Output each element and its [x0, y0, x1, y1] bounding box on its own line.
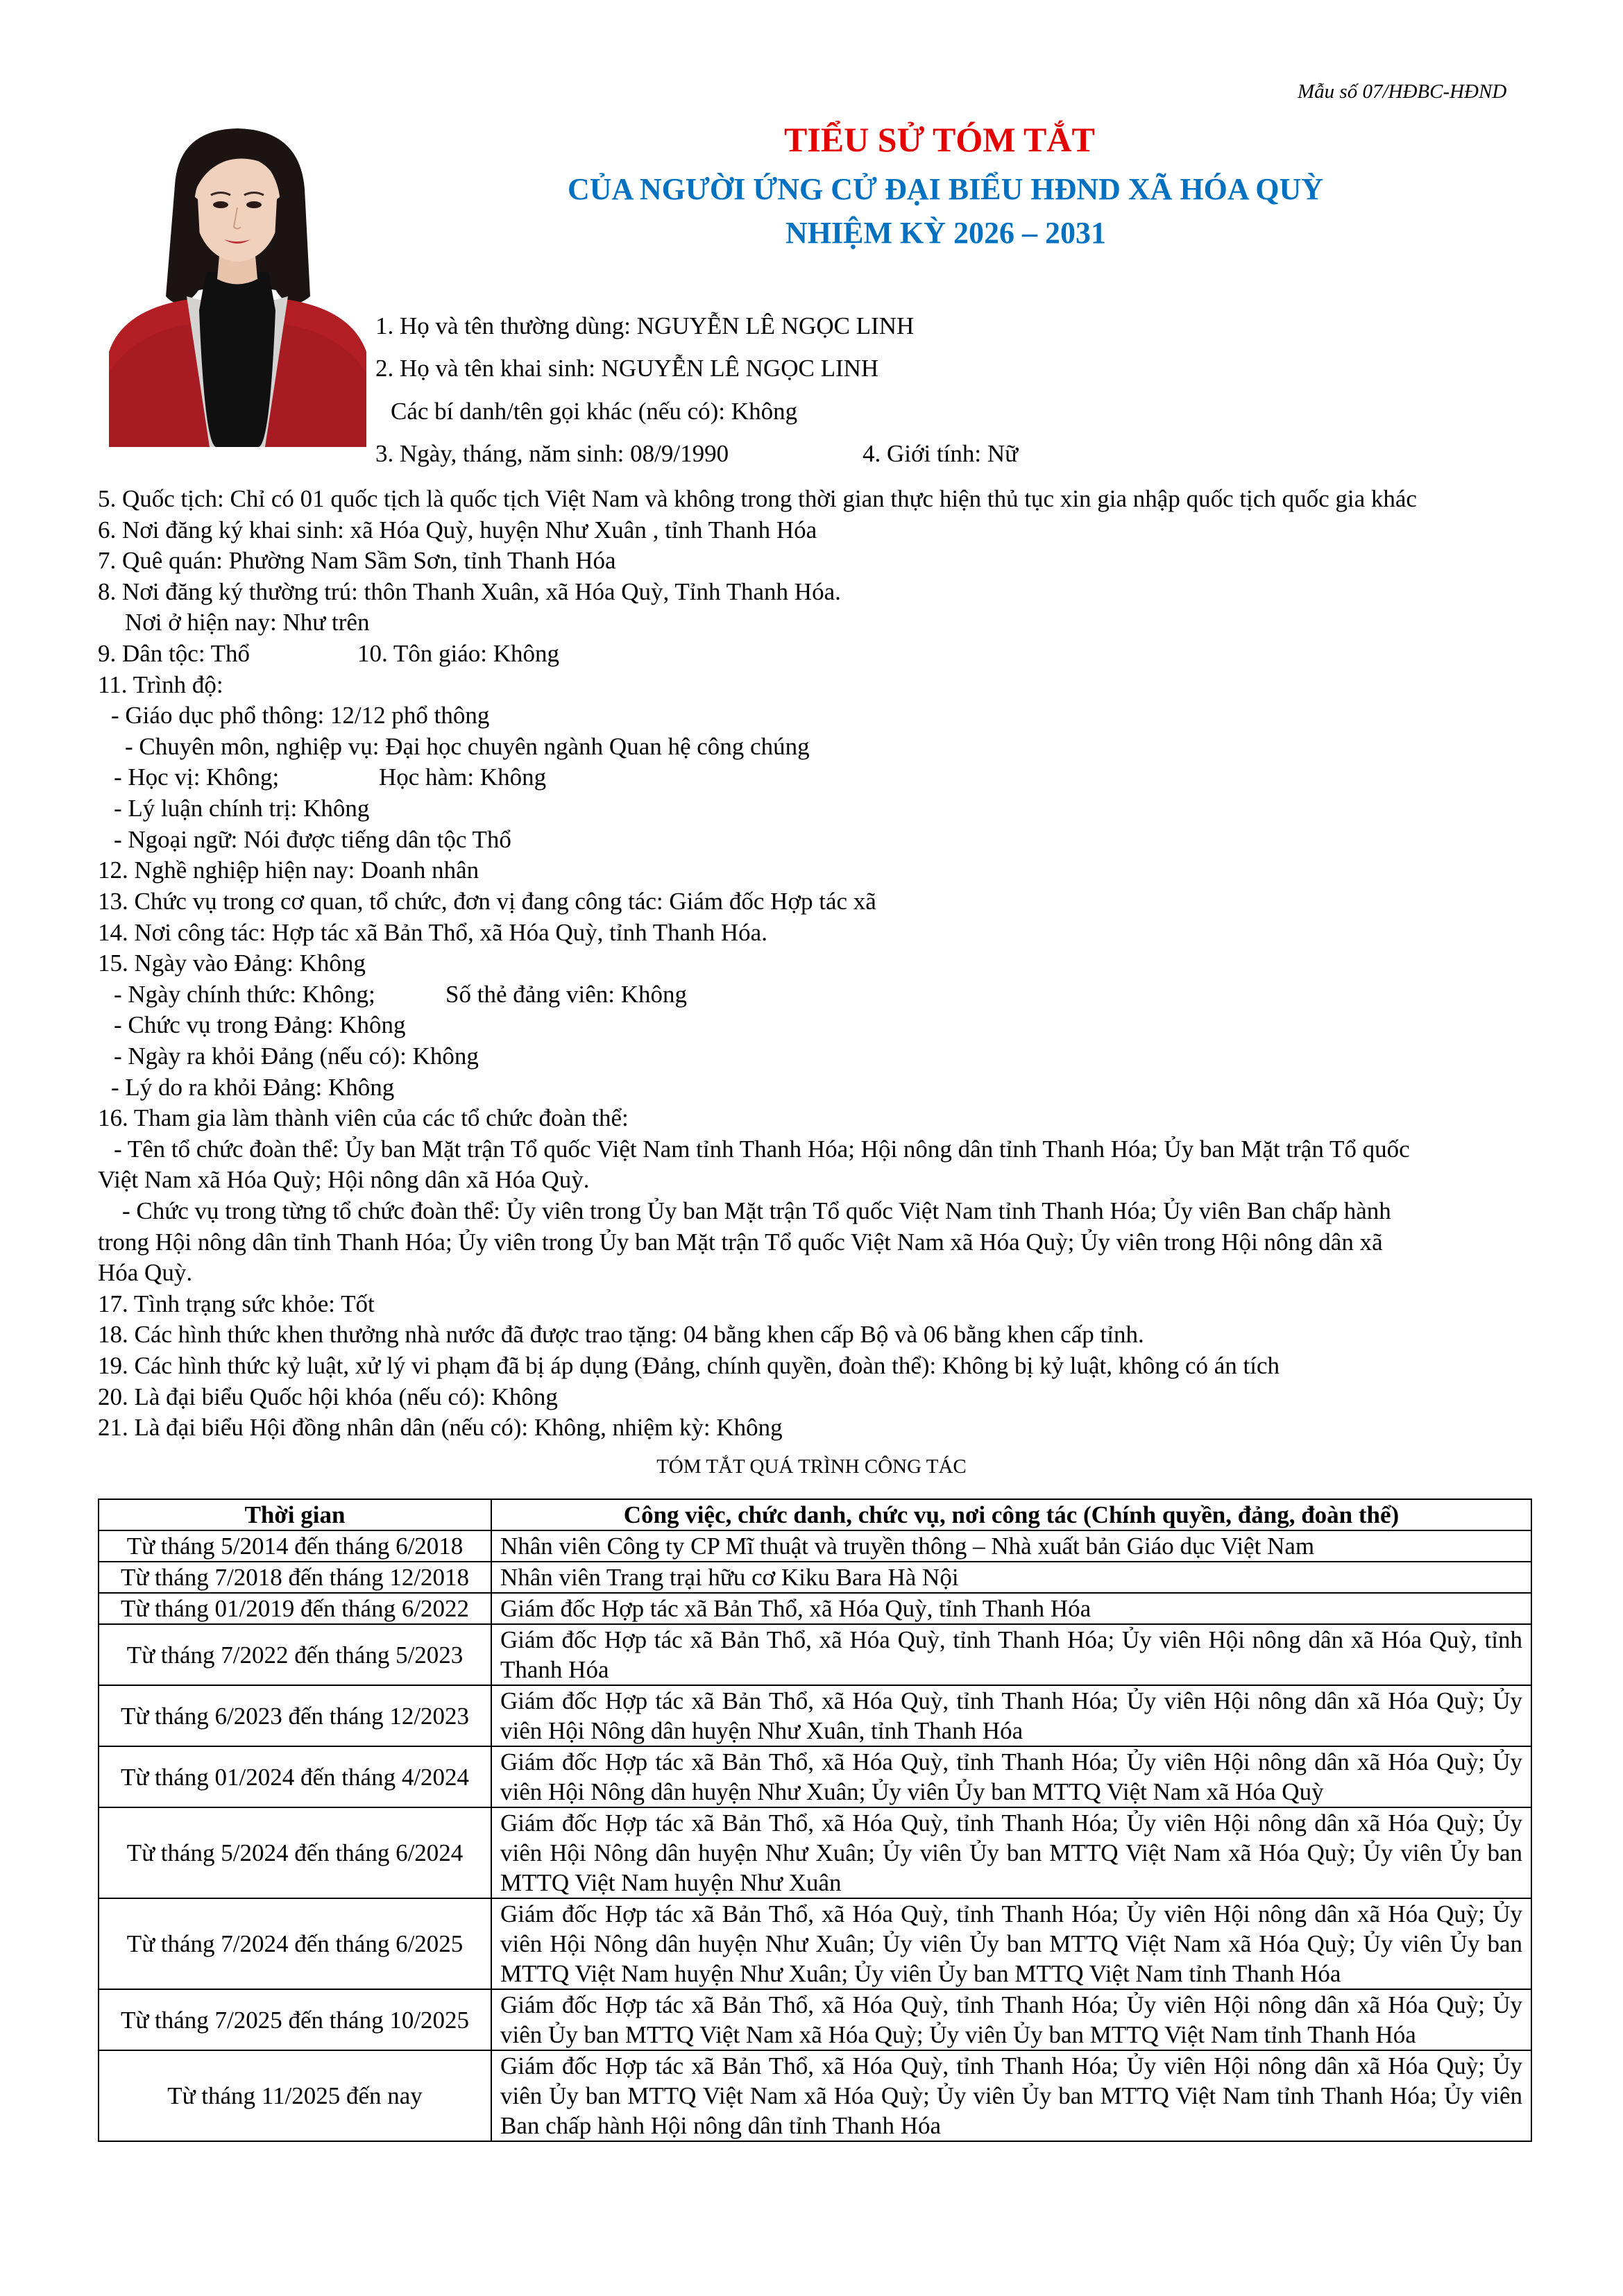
line-party-join-date: 15. Ngày vào Đảng: Không	[98, 949, 366, 977]
line-organizations-header: 16. Tham gia làm thành viên của các tổ chức đoàn thể:	[98, 1104, 629, 1131]
line-organization-names-cont: Việt Nam xã Hóa Quỳ; Hội nông dân xã Hóa Quỳ.	[98, 1166, 590, 1193]
row-time: Từ tháng 7/2022 đến tháng 5/2023	[99, 1624, 491, 1685]
table-row	[99, 1807, 1531, 1898]
line-party-official-date: - Ngày chính thức: Không;	[114, 981, 375, 1008]
table-row	[99, 1593, 1531, 1624]
row-description: Giám đốc Hợp tác xã Bản Thổ, xã Hóa Quỳ, tỉnh Thanh Hóa; Ủy viên Hội nông dân xã Hóa Quỳ; Ủy viên Hội Nông dân huyện Như Xuân; Ủy viên Ủy ban MTTQ Việt Nam xã Hóa Quỳ	[491, 1746, 1531, 1807]
table-row	[99, 1624, 1531, 1685]
portrait-photo	[109, 123, 366, 447]
line-occupation: 12. Nghề nghiệp hiện nay: Doanh nhân	[98, 856, 479, 884]
line-organization-names: - Tên tổ chức đoàn thể: Ủy ban Mặt trận Tổ quốc Việt Nam tỉnh Thanh Hóa; Hội nông dân tỉnh Thanh Hóa; Ủy ban Mặt trận Tổ quốc	[114, 1136, 1410, 1163]
line-education-header: 11. Trình độ:	[98, 671, 223, 698]
line-degree: - Học vị: Không;	[114, 763, 280, 791]
line-national-assembly: 20. Là đại biểu Quốc hội khóa (nếu có): Không	[98, 1383, 558, 1410]
line-ethnicity: 9. Dân tộc: Thổ	[98, 640, 250, 667]
line-date-of-birth: 3. Ngày, tháng, năm sinh: 08/9/1990	[375, 440, 729, 467]
row-time: Từ tháng 7/2024 đến tháng 6/2025	[99, 1898, 491, 1989]
row-description: Giám đốc Hợp tác xã Bản Thổ, xã Hóa Quỳ, tỉnh Thanh Hóa; Ủy viên Hội nông dân xã Hóa Quỳ; Ủy viên Ủy ban MTTQ Việt Nam xã Hóa Quỳ; Ủy viên Ủy ban MTTQ Việt Nam tỉnh Thanh Hóa; Ủy viên Ban chấp hành Hội nông dân tỉnh Thanh Hóa	[491, 2050, 1531, 2141]
title-term: NHIỆM KỲ 2026 – 2031	[785, 216, 1106, 250]
row-description: Giám đốc Hợp tác xã Bản Thổ, xã Hóa Quỳ, tỉnh Thanh Hóa; Ủy viên Hội nông dân xã Hóa Quỳ; Ủy viên Hội Nông dân huyện Như Xuân; Ủy viên Ủy ban MTTQ Việt Nam xã Hóa Quỳ; Ủy viên Ủy ban MTTQ Việt Nam huyện Như Xuân; Ủy viên Ủy ban MTTQ Việt Nam tỉnh Thanh Hóa	[491, 1898, 1531, 1989]
line-foreign-language: - Ngoại ngữ: Nói được tiếng dân tộc Thổ	[114, 826, 511, 853]
form-number: Mẫu số 07/HĐBC-HĐND	[1298, 81, 1507, 103]
line-awards: 18. Các hình thức khen thưởng nhà nước đã được trao tặng: 04 bằng khen cấp Bộ và 06 bằng khen cấp tỉnh.	[98, 1321, 1144, 1348]
table-row	[99, 1898, 1531, 1989]
line-discipline: 19. Các hình thức kỷ luật, xử lý vi phạm đã bị áp dụng (Đảng, chính quyền, đoàn thể): Không bị kỷ luật, không có án tích	[98, 1352, 1280, 1379]
line-birth-name: 2. Họ và tên khai sinh: NGUYỄN LÊ NGỌC LINH	[375, 355, 879, 382]
row-time: Từ tháng 5/2024 đến tháng 6/2024	[99, 1807, 491, 1898]
line-political-theory: - Lý luận chính trị: Không	[114, 795, 370, 822]
line-permanent-residence: 8. Nơi đăng ký thường trú: thôn Thanh Xuân, xã Hóa Quỳ, Tỉnh Thanh Hóa.	[98, 578, 841, 605]
work-history-caption: TÓM TẮT QUÁ TRÌNH CÔNG TÁC	[656, 1455, 967, 1478]
line-birth-registration: 6. Nơi đăng ký khai sinh: xã Hóa Quỳ, huyện Như Xuân , tỉnh Thanh Hóa	[98, 516, 817, 543]
row-description: Giám đốc Hợp tác xã Bản Thổ, xã Hóa Quỳ, tỉnh Thanh Hóa; Ủy viên Hội nông dân xã Hóa Quỳ, tỉnh Thanh Hóa	[491, 1624, 1531, 1685]
line-party-card-number: Số thẻ đảng viên: Không	[445, 981, 688, 1008]
line-common-name: 1. Họ và tên thường dùng: NGUYỄN LÊ NGỌC LINH	[375, 312, 915, 339]
line-organization-positions-cont: trong Hội nông dân tỉnh Thanh Hóa; Ủy viên trong Ủy ban Mặt trận Tổ quốc Việt Nam xã Hóa Quỳ; Ủy viên trong Hội nông dân xã	[98, 1229, 1383, 1256]
line-party-leave-date: - Ngày ra khỏi Đảng (nếu có): Không	[114, 1043, 479, 1070]
line-workplace: 14. Nơi công tác: Hợp tác xã Bản Thổ, xã Hóa Quỳ, tỉnh Thanh Hóa.	[98, 919, 767, 946]
row-description: Nhân viên Trang trại hữu cơ Kiku Bara Hà Nội	[491, 1562, 1531, 1593]
table-row	[99, 1746, 1531, 1807]
row-description: Giám đốc Hợp tác xã Bản Thổ, xã Hóa Quỳ, tỉnh Thanh Hóa; Ủy viên Hội nông dân xã Hóa Quỳ; Ủy viên Hội Nông dân huyện Như Xuân, tỉnh Thanh Hóa	[491, 1685, 1531, 1746]
row-time: Từ tháng 7/2018 đến tháng 12/2018	[99, 1562, 491, 1593]
table-row	[99, 2050, 1531, 2141]
line-aliases: Các bí danh/tên gọi khác (nếu có): Không	[391, 398, 798, 425]
row-time: Từ tháng 01/2024 đến tháng 4/2024	[99, 1746, 491, 1807]
line-current-residence: Nơi ở hiện nay: Như trên	[125, 609, 370, 636]
table-header-row	[99, 1499, 1531, 1530]
row-description: Nhân viên Công ty CP Mĩ thuật và truyền thông – Nhà xuất bản Giáo dục Việt Nam	[491, 1530, 1531, 1562]
line-organization-positions-end: Hóa Quỳ.	[98, 1259, 193, 1286]
row-time: Từ tháng 7/2025 đến tháng 10/2025	[99, 1989, 491, 2050]
line-hometown: 7. Quê quán: Phường Nam Sầm Sơn, tỉnh Thanh Hóa	[98, 547, 616, 574]
line-nationality: 5. Quốc tịch: Chỉ có 01 quốc tịch là quốc tịch Việt Nam và không trong thời gian thực hiện thủ tục xin gia nhập quốc tịch quốc gia khác	[98, 485, 1417, 512]
line-peoples-council: 21. Là đại biểu Hội đồng nhân dân (nếu có): Không, nhiệm kỳ: Không	[98, 1414, 783, 1441]
row-description: Giám đốc Hợp tác xã Bản Thổ, xã Hóa Quỳ, tỉnh Thanh Hóa; Ủy viên Hội nông dân xã Hóa Quỳ; Ủy viên Ủy ban MTTQ Việt Nam xã Hóa Quỳ; Ủy viên Ủy ban MTTQ Việt Nam tỉnh Thanh Hóa	[491, 1989, 1531, 2050]
line-religion: 10. Tôn giáo: Không	[357, 640, 560, 667]
table-row	[99, 1530, 1531, 1562]
line-organization-positions: - Chức vụ trong từng tổ chức đoàn thể: Ủy viên trong Ủy ban Mặt trận Tổ quốc Việt Nam tỉnh Thanh Hóa; Ủy viên Ban chấp hành	[122, 1197, 1391, 1224]
line-party-position: - Chức vụ trong Đảng: Không	[114, 1011, 406, 1038]
work-history-table	[98, 1499, 1532, 2142]
row-time: Từ tháng 11/2025 đến nay	[99, 2050, 491, 2141]
table-row	[99, 1562, 1531, 1593]
line-general-education: - Giáo dục phổ thông: 12/12 phổ thông	[111, 702, 490, 729]
row-description: Giám đốc Hợp tác xã Bản Thổ, xã Hóa Quỳ, tỉnh Thanh Hóa	[491, 1593, 1531, 1624]
table-row	[99, 1989, 1531, 2050]
header-description: Công việc, chức danh, chức vụ, nơi công tác (Chính quyền, đảng, đoàn thể)	[491, 1499, 1531, 1530]
line-position: 13. Chức vụ trong cơ quan, tổ chức, đơn vị đang công tác: Giám đốc Hợp tác xã	[98, 888, 876, 915]
line-gender: 4. Giới tính: Nữ	[863, 440, 1019, 467]
row-description: Giám đốc Hợp tác xã Bản Thổ, xã Hóa Quỳ, tỉnh Thanh Hóa; Ủy viên Hội nông dân xã Hóa Quỳ; Ủy viên Hội Nông dân huyện Như Xuân; Ủy viên Ủy ban MTTQ Việt Nam xã Hóa Quỳ; Ủy viên Ủy ban MTTQ Việt Nam huyện Như Xuân	[491, 1807, 1531, 1898]
line-party-leave-reason: - Lý do ra khỏi Đảng: Không	[111, 1074, 395, 1101]
title-subtitle: CỦA NGƯỜI ỨNG CỬ ĐẠI BIỂU HĐND XÃ HÓA QUỲ	[568, 172, 1324, 206]
line-specialization: - Chuyên môn, nghiệp vụ: Đại học chuyên ngành Quan hệ công chúng	[125, 733, 810, 760]
row-time: Từ tháng 6/2023 đến tháng 12/2023	[99, 1685, 491, 1746]
row-time: Từ tháng 01/2019 đến tháng 6/2022	[99, 1593, 491, 1624]
line-academic-title: Học hàm: Không	[379, 763, 547, 791]
title-main: TIỂU SỬ TÓM TẮT	[784, 120, 1095, 159]
header-time: Thời gian	[99, 1499, 491, 1530]
row-time: Từ tháng 5/2014 đến tháng 6/2018	[99, 1530, 491, 1562]
table-row	[99, 1685, 1531, 1746]
line-health: 17. Tình trạng sức khỏe: Tốt	[98, 1290, 375, 1317]
